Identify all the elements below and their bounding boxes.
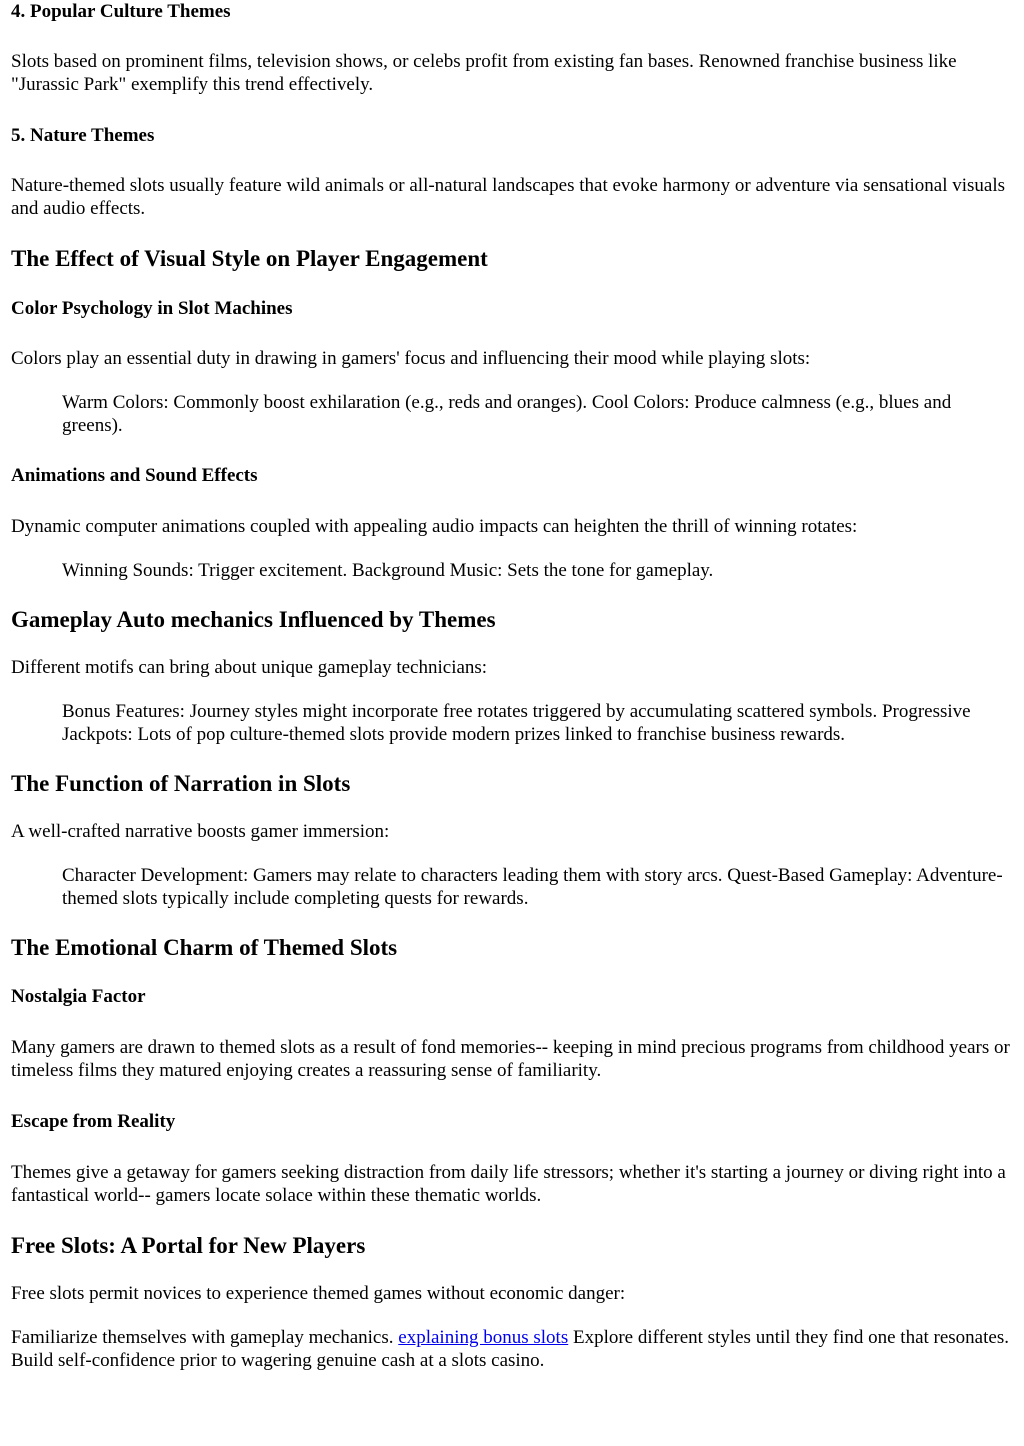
- blockquote-color-psychology: Warm Colors: Commonly boost exhilaration (e.g., reds and oranges). Cool Colors: Produce calmness (e.g., blues and greens).: [62, 392, 952, 436]
- heading-nature-themes: 5. Nature Themes: [11, 125, 155, 146]
- heading-free-slots: Free Slots: A Portal for New Players: [11, 1233, 366, 1258]
- heading-animations-sound: Animations and Sound Effects: [11, 465, 258, 486]
- paragraph-narration: A well-crafted narrative boosts gamer immersion:: [11, 821, 390, 842]
- paragraph-escape-reality: Themes give a getaway for gamers seeking distraction from daily life stressors; whether it's starting a journey or diving right into a fantastical world-- gamers locate solace within these thematic worlds.: [11, 1162, 1006, 1206]
- heading-visual-style: The Effect of Visual Style on Player Engagement: [11, 246, 488, 271]
- paragraph-nostalgia: Many gamers are drawn to themed slots as a result of fond memories-- keeping in mind precious programs from childhood years or timeless films they matured enjoying creates a reassuring sense of familiarity.: [11, 1037, 1010, 1081]
- paragraph-gameplay-mechanics: Different motifs can bring about unique gameplay technicians:: [11, 657, 488, 678]
- paragraph-nature-themes: Nature-themed slots usually feature wild animals or all-natural landscapes that evoke harmony or adventure via sensational visuals and audio effects.: [11, 175, 1006, 219]
- heading-color-psychology: Color Psychology in Slot Machines: [11, 298, 293, 319]
- paragraph-color-psychology: Colors play an essential duty in drawing in gamers' focus and influencing their mood while playing slots:: [11, 348, 811, 369]
- blockquote-animations-sound: Winning Sounds: Trigger excitement. Background Music: Sets the tone for gameplay.: [62, 560, 714, 581]
- heading-nostalgia: Nostalgia Factor: [11, 986, 146, 1007]
- blockquote-gameplay-mechanics: Bonus Features: Journey styles might incorporate free rotates triggered by accumulating scattered symbols. Progressive Jackpots: Lots of pop culture-themed slots provide modern prizes linked to franchise business rewards.: [62, 701, 971, 745]
- heading-gameplay-mechanics: Gameplay Auto mechanics Influenced by Themes: [11, 607, 496, 632]
- explaining-bonus-slots-link[interactable]: explaining bonus slots: [398, 1327, 569, 1348]
- paragraph-free-slots-benefits: [11, 1326, 1014, 1372]
- paragraph-animations-sound: Dynamic computer animations coupled with appealing audio impacts can heighten the thrill of winning rotates:: [11, 516, 858, 537]
- heading-popular-culture: 4. Popular Culture Themes: [11, 1, 231, 22]
- paragraph-free-slots: Free slots permit novices to experience themed games without economic danger:: [11, 1283, 626, 1304]
- benefits-text-after: Explore different styles until they find one that resonates. Build self-confidence prior to wagering genuine cash at a slots casino.: [11, 1327, 1009, 1371]
- heading-narration: The Function of Narration in Slots: [11, 771, 351, 796]
- benefits-text-before: Familiarize themselves with gameplay mechanics.: [11, 1327, 399, 1348]
- blockquote-narration: Character Development: Gamers may relate to characters leading them with story arcs. Quest-Based Gameplay: Adventure-themed slots typically include completing quests for rewards.: [62, 865, 1003, 909]
- paragraph-popular-culture: Slots based on prominent films, television shows, or celebs profit from existing fan bases. Renowned franchise business like "Jurassic Park" exemplify this trend effectively.: [11, 51, 957, 95]
- heading-escape-reality: Escape from Reality: [11, 1111, 176, 1132]
- heading-emotional-charm: The Emotional Charm of Themed Slots: [11, 935, 398, 960]
